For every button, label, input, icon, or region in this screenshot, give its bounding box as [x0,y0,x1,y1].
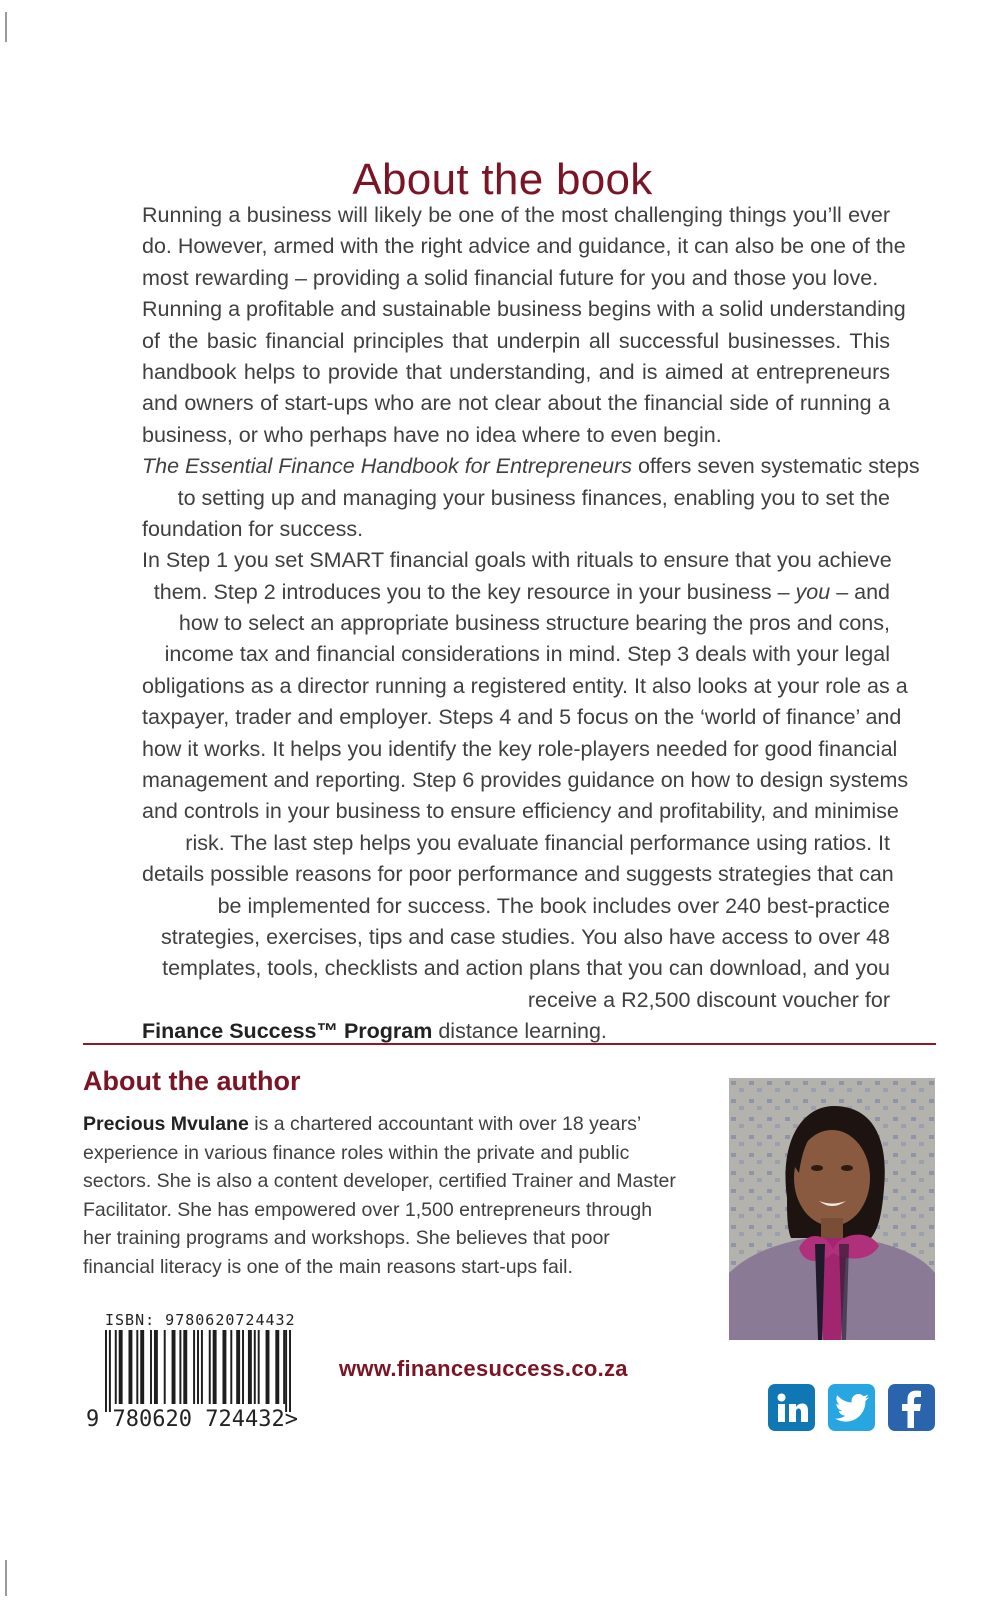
book-text: In Step 1 you set SMART financial goals with rituals to ensure that you achieve [142,548,892,573]
book-text-line [142,891,890,922]
book-text-line [142,545,890,576]
book-text-line [142,702,902,733]
barcode-bar [289,1330,291,1412]
page-edge-mark-bottom [5,1560,7,1596]
author-bio [83,1110,698,1282]
barcode-bar [209,1330,211,1404]
book-text-line [142,796,899,827]
facebook-icon [897,1388,927,1428]
book-text: taxpayer, trader and employer. Steps 4 and 5 focus on the ‘world of finance’ and [142,705,902,730]
book-text: them. Step 2 introduces you to the key resource in your business – [153,579,796,604]
twitter-icon [835,1393,869,1423]
barcode-digit-first: 9 [86,1407,100,1432]
book-text-line [142,859,894,890]
book-text: distance learning. [432,1019,607,1044]
book-text: management and reporting. Step 6 provides guidance on how to design systems [142,768,909,793]
barcode-bar [254,1330,256,1404]
author-photo [729,1078,935,1340]
about-book-heading: About the book [352,155,653,205]
book-text: to setting up and managing your business finances, enabling you to set the [177,485,890,510]
book-text: Running a business will likely be one of the most challenging things you’ll ever [142,203,890,227]
emphasis-you: you [795,579,831,604]
book-text-line [142,263,890,294]
barcode-digits [86,1407,298,1432]
book-text-line [142,985,890,1016]
book-text: do. However, armed with the right advice and guidance, it can also be one of the [142,234,906,259]
book-text-line [142,451,920,482]
barcode-bar [222,1330,226,1404]
book-text-line [142,294,906,325]
book-text-line [142,639,890,670]
book-text: business, or who perhaps have no idea where to even begin. [142,422,722,447]
website-link[interactable]: www.financesuccess.co.za [339,1356,628,1381]
barcode-bar [154,1330,158,1404]
book-text: how to select an appropriate business structure bearing the pros and cons, [178,611,890,636]
linkedin-button[interactable] [768,1384,815,1431]
book-text-line [142,231,906,262]
barcode-bar [285,1330,287,1412]
author-name: Precious Mvulane [83,1113,249,1135]
book-text-line [142,577,890,608]
author-bio-text: is a chartered accountant with over 18 years’ [248,1113,642,1135]
linkedin-icon [775,1391,809,1425]
book-text: receive a R2,500 discount voucher for [527,987,890,1012]
book-text-line [142,388,890,419]
book-text-line [142,734,898,765]
book-text-line [142,420,890,451]
barcode-bar [140,1330,144,1404]
book-text-line [142,765,909,796]
barcode-bar [201,1330,203,1404]
book-text-line [142,514,890,545]
author-bio-line: her training programs and workshops. She believes that poor [83,1227,610,1250]
barcode-bar [179,1330,181,1404]
book-text-line [142,608,890,639]
book-text: income tax and financial considerations in mind. Step 3 deals with your legal [164,642,890,667]
about-book-body [142,200,920,1048]
barcode-bar [258,1330,260,1404]
book-text: risk. The last step helps you evaluate financial performance using ratios. It [185,830,890,855]
barcode-bar [172,1330,176,1404]
author-bio-line: financial literacy is one of the main reasons start-ups fail. [83,1255,573,1278]
book-text-line [142,922,890,953]
barcode-bar [275,1330,279,1404]
barcode-bar [183,1330,187,1404]
isbn-label: ISBN: 9780620724432 [105,1311,296,1329]
facebook-button[interactable] [888,1384,935,1431]
barcode-bar [193,1330,195,1404]
book-text-line [142,326,890,357]
barcode-bar [248,1330,252,1404]
barcode-bar [105,1330,107,1412]
book-text: most rewarding – providing a solid financial future for you and those you love. [142,265,879,290]
book-text: strategies, exercises, tips and case studies. You also have access to over 48 [160,924,890,949]
book-text-line [142,200,890,231]
barcode-digits-group2: 724432 [205,1407,285,1432]
barcode-bar [230,1330,232,1404]
barcode-bar [197,1330,199,1404]
book-text-line [142,953,890,984]
barcode-bar [283,1330,285,1404]
barcode-end-marker: > [284,1407,298,1432]
book-text-line [142,671,908,702]
barcode-bar [115,1330,117,1404]
book-text-line [142,357,890,388]
book-text: handbook helps to provide that understanding, and is aimed at entrepreneurs [142,359,890,384]
book-text: obligations as a director running a registered entity. It also looks at your role as a [142,673,908,698]
barcode-bar [236,1330,240,1404]
barcode-bar [136,1330,138,1404]
book-text: and owners of start-ups who are not clear about the financial side of running a [142,391,890,416]
page-edge-mark-top [5,12,7,42]
isbn-barcode [103,1330,293,1412]
program-name: Finance Success™ Program [142,1019,433,1044]
barcode-bar [164,1330,166,1404]
author-bio-line: Facilitator. She has empowered over 1,500 entrepreneurs through [83,1198,653,1221]
author-bio-line: experience in various finance roles within the private and public [83,1141,630,1164]
book-text: details possible reasons for poor performance and suggests strategies that can [142,862,894,887]
barcode-bar [150,1330,152,1404]
barcode-bar [213,1330,217,1404]
book-text: Running a profitable and sustainable business begins with a solid understanding [142,297,906,322]
book-text: – and [830,579,890,604]
barcode-bar [266,1330,270,1404]
twitter-button[interactable] [828,1384,875,1431]
book-text: foundation for success. [142,516,364,541]
book-text: offers seven systematic steps [632,454,920,479]
book-text: templates, tools, checklists and action plans that you can download, and you [162,956,890,981]
barcode-bar [119,1330,123,1404]
book-text-line [142,483,890,514]
barcode-bar [109,1330,111,1412]
about-author-heading: About the author [83,1066,301,1096]
section-divider [83,1043,936,1045]
book-text: how it works. It helps you identify the key role-players needed for good financial [142,736,898,761]
barcode-digits-group1: 780620 [112,1407,192,1432]
book-text: be implemented for success. The book includes over 240 best-practice [217,893,890,918]
author-portrait-illustration [729,1078,935,1340]
barcode-bar [242,1330,244,1404]
author-bio-line: sectors. She is also a content developer, certified Trainer and Master [83,1170,676,1193]
book-text-line [142,828,890,859]
book-text: and controls in your business to ensure efficiency and profitability, and minimise [142,799,899,824]
barcode-bar [128,1330,132,1404]
book-title-italic: The Essential Finance Handbook for Entrepreneurs [142,454,632,479]
author-bio-line [83,1110,698,1139]
book-text: of the basic financial principles that underpin all successful businesses. This [142,328,890,353]
